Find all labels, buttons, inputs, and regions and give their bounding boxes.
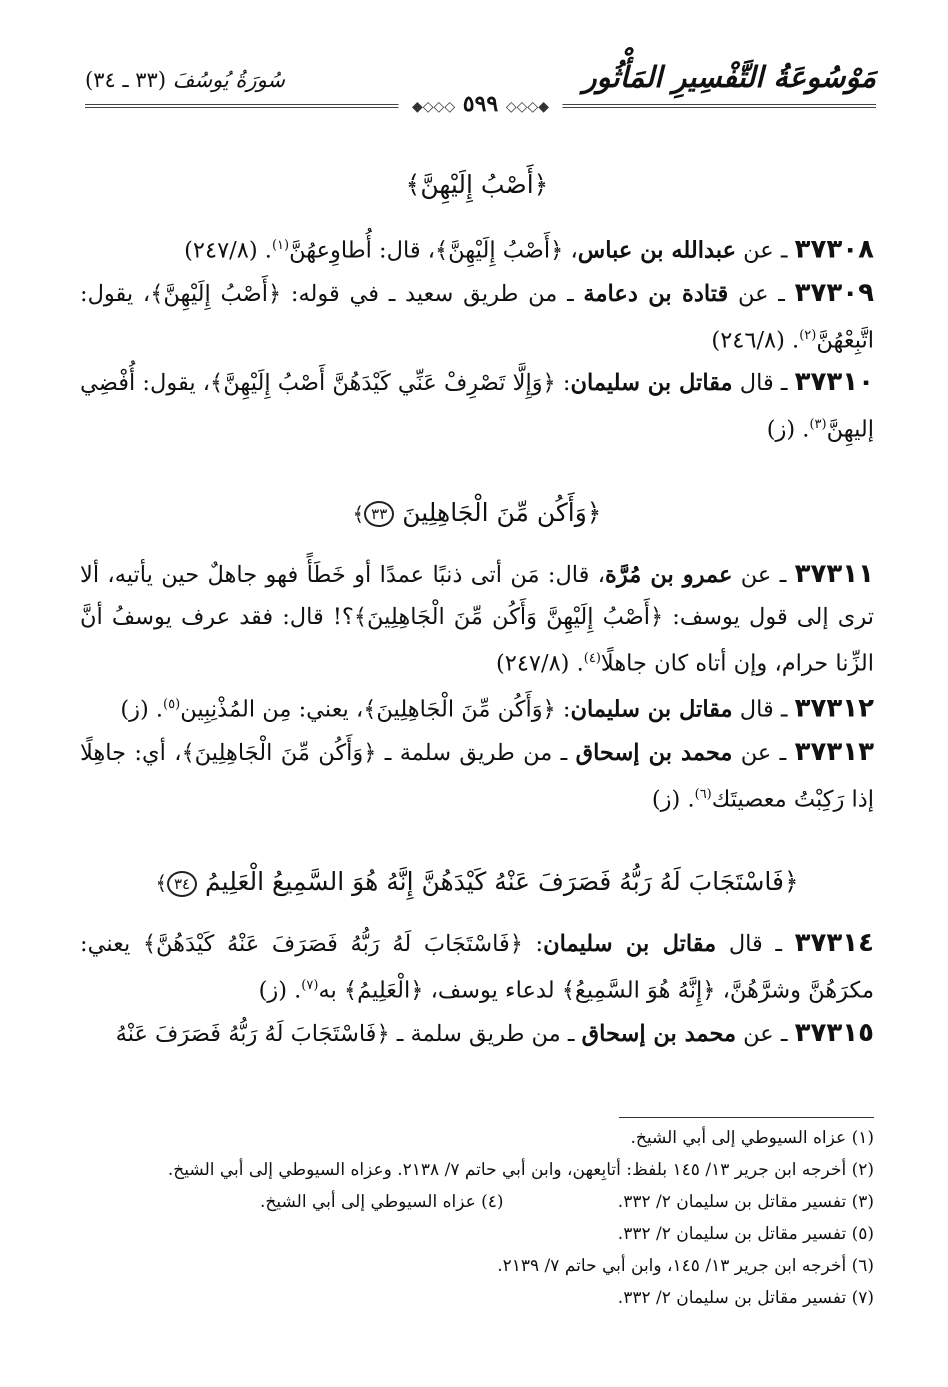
narration-entry: ٣٧٣١٢ ـ قال مقاتل بن سليمان: ﴿وَأَكُن مِّنَ الْجَاهِلِينَ﴾، يعني: مِن المُذْنِبِين$^{(٥)}$. (ز) [120, 693, 874, 724]
narrator-name: محمد بن إسحاق [581, 1020, 737, 1047]
narration-number: ٣٧٣١٤ [794, 928, 874, 958]
footnotes [80, 1117, 874, 1314]
narration-entry: ٣٧٣٠٩ ـ عن قتادة بن دعامة ـ من طريق سعيد ـ في قوله: ﴿أَصْبُ إِلَيْهِنَّ﴾، يقول: اتَّبِعْهُنَّ$^{(٢)}$. (٢٤٦/٨) [80, 277, 874, 353]
ayah-number-icon: ٣٣ [364, 501, 394, 527]
ornament-right-icon: ◇◇◇◆ [505, 99, 549, 115]
narration-number: ٣٧٣٠٨ [794, 234, 874, 265]
narration-number: ٣٧٣١٥ [794, 1017, 874, 1048]
book-title: مَوْسُوعَةُ التَّفْسِيرِ المَأْثُور [582, 60, 876, 94]
narration-entry: ٣٧٣١٥ ـ عن محمد بن إسحاق ـ من طريق سلمة ـ ﴿فَاسْتَجَابَ لَهُ رَبُّهُ فَصَرَفَ عَنْهُ [115, 1017, 874, 1048]
narration-number: ٣٧٣١٢ [794, 693, 874, 724]
narrator-name: محمد بن إسحاق [575, 739, 733, 766]
ornament-left-icon: ◆◇◇◇ [412, 99, 456, 115]
ayah-range: (٣٣ ـ ٣٤) [85, 68, 167, 92]
footnote-marker: (١) [271, 238, 290, 253]
footnote: (١) عزاه السيوطي إلى أبي الشيخ. [630, 1128, 874, 1148]
footnote: (٥) تفسير مقاتل بن سليمان ٢/ ٣٣٢. [617, 1224, 874, 1244]
footnote: (٢) أخرجه ابن جرير ١٣/ ١٤٥ بلفظ: أتابِعهن، وابن أبي حاتم ٧/ ٢١٣٨. وعزاه السيوطي إلى أبي الشيخ. [167, 1160, 874, 1180]
footnote-rule [619, 1117, 874, 1118]
footnote-marker: (٢) [799, 327, 817, 343]
footnote: (٤) عزاه السيوطي إلى أبي الشيخ. [260, 1192, 504, 1212]
bracket-close-icon: ﴾ [352, 501, 365, 526]
footnote: (٣) تفسير مقاتل بن سليمان ٢/ ٣٣٢. [617, 1192, 874, 1212]
page-body [80, 165, 874, 1055]
bracket-close-icon: ﴾ [155, 871, 168, 895]
footnote: (٧) تفسير مقاتل بن سليمان ٢/ ٣٣٢. [617, 1288, 874, 1308]
section-gap [80, 820, 874, 862]
ayah-heading: ﴿فَاسْتَجَابَ لَهُ رَبُّهُ فَصَرَفَ عَنْهُ كَيْدَهُنَّ إِنَّهُ هُوَ السَّمِيعُ الْعَلِيمُ ٣٤﴾ [155, 867, 799, 896]
narrator-name: قتادة بن دعامة [583, 280, 729, 307]
ayah-heading: ﴿وَأَكُن مِّنَ الْجَاهِلِينَ ٣٣﴾ [352, 497, 602, 527]
narrator-name: مقاتل بن سليمان [570, 370, 733, 396]
narrator-name: مقاتل بن سليمان [570, 696, 733, 723]
narration-entry: ٣٧٣١٠ ـ قال مقاتل بن سليمان: ﴿وَإِلَّا تَصْرِفْ عَنِّي كَيْدَهُنَّ أَصْبُ إِلَيْهِنَّ﴾، يقول: أُفْضِي إليهِنَّ$^{(٣)}$. (ز) [80, 367, 874, 443]
narrator-name: عمرو بن مُرَّة [605, 561, 733, 588]
page-number: ٥٩٩ [462, 91, 499, 117]
footnote-marker: (٦) [694, 786, 712, 802]
footnote-marker: (٣) [809, 417, 827, 432]
ayah-heading: ﴿أَصْبُ إِلَيْهِنَّ﴾ [405, 170, 549, 199]
narration-number: ٣٧٣١٠ [794, 367, 874, 397]
footnote-marker: (٧) [301, 978, 319, 993]
narration-entry: ٣٧٣١١ ـ عن عمرو بن مُرَّة، قال: مَن أتى ذنبًا عمدًا أو خَطَأً فهو جاهلٌ حين يأتيه، ألا ترى إلى قول يوسف: ﴿أَصْبُ إِلَيْهِنَّ وَأَكُن مِّنَ الْجَاهِلِينَ﴾؟! قال: فقد عرف يوسفُ أنَّ الزِّنا حرام، وإن أتاه كان جاهلًا$^{(٤)}$. (٢٤٧/٨) [80, 558, 875, 676]
narration-entry: ٣٧٣١٤ ـ قال مقاتل بن سليمان: ﴿فَاسْتَجَابَ لَهُ رَبُّهُ فَصَرَفَ عَنْهُ كَيْدَهُنَّ﴾ يعني: مكرَهُنَّ وشرَّهُنَّ، ﴿إِنَّهُ هُوَ السَّمِيعُ﴾ لدعاء يوسف، ﴿الْعَلِيمُ﴾ به$^{(٧)}$. (ز) [80, 928, 874, 1004]
narration-entry: ٣٧٣٠٨ ـ عن عبدالله بن عباس، ﴿أَصْبُ إِلَيْهِنَّ﴾، قال: أُطاوِعهُنَّ$^{(١)}$. (٢٤٧/٨) [184, 234, 874, 265]
sura-name: سُورَةُ يُوسُفَ [172, 68, 286, 92]
narration-number: ٣٧٣١٣ [794, 736, 874, 767]
footnote-marker: (٤) [583, 650, 601, 666]
section-gap [80, 451, 874, 493]
narrator-name: مقاتل بن سليمان [543, 931, 717, 957]
page-number-box [398, 91, 563, 117]
narrator-name: عبدالله بن عباس [577, 237, 737, 264]
footnote: (٦) أخرجه ابن جرير ١٣/ ١٤٥، وابن أبي حاتم ٧/ ٢١٣٩. [497, 1256, 874, 1276]
sura-reference [85, 68, 285, 92]
narration-entry: ٣٧٣١٣ ـ عن محمد بن إسحاق ـ من طريق سلمة ـ ﴿وَأَكُن مِّنَ الْجَاهِلِينَ﴾، أي: جاهِلًا إذا رَكِبْتُ معصيتَك$^{(٦)}$. (ز) [80, 736, 874, 812]
narration-number: ٣٧٣١١ [794, 558, 875, 589]
narration-number: ٣٧٣٠٩ [794, 277, 874, 308]
footnote-marker: (٥) [163, 697, 181, 712]
ayah-number-icon: ٣٤ [167, 871, 197, 897]
footnote-row [80, 1186, 874, 1218]
running-header [85, 58, 876, 118]
